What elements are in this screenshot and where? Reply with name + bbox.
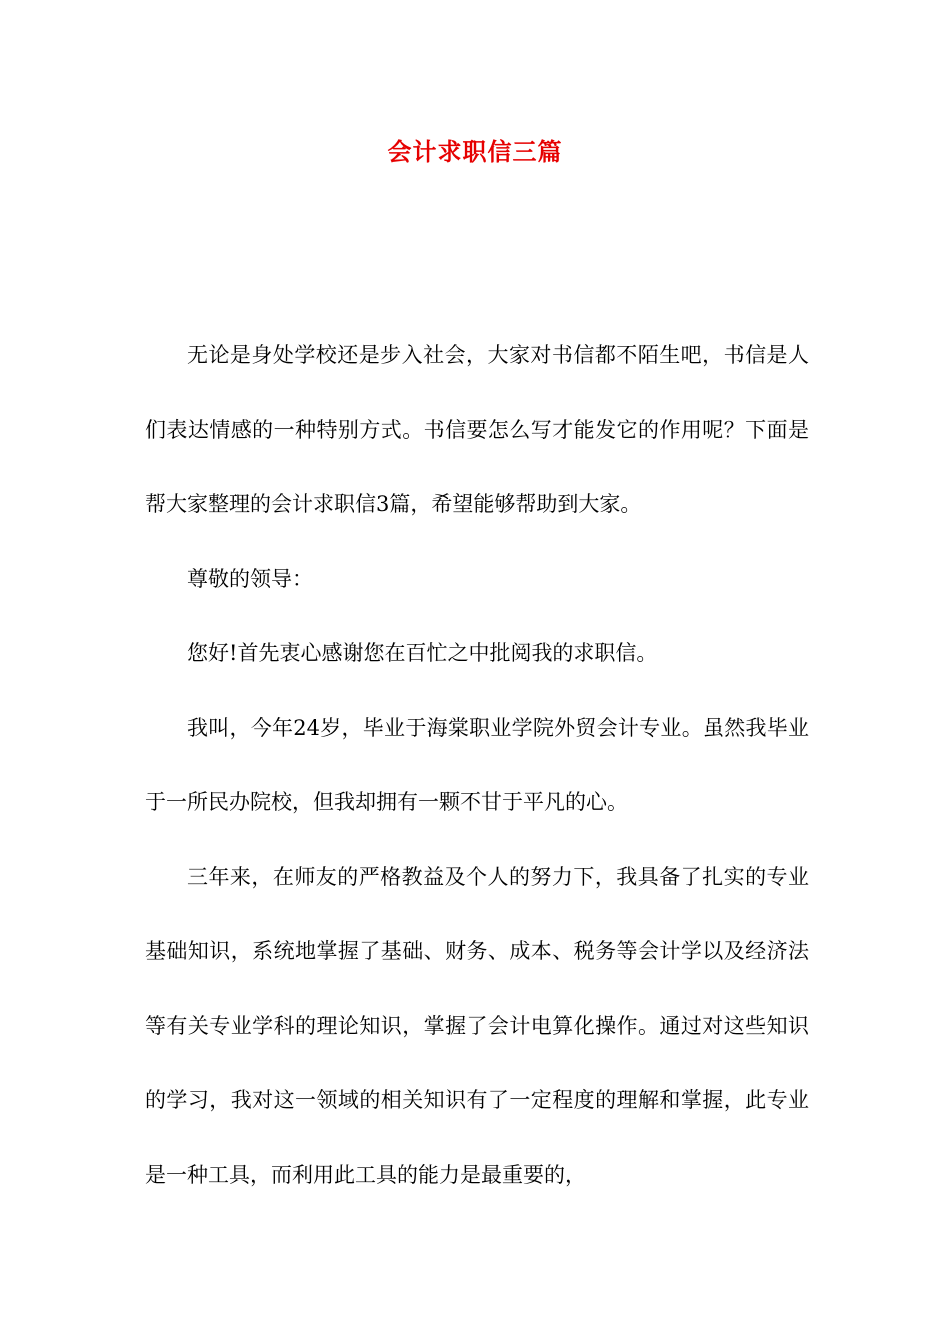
document-body: [145, 318, 809, 1212]
paragraph-intro: 无论是身处学校还是步入社会，大家对书信都不陌生吧，书信是人们表达情感的一种特别方式。书信要怎么写才能发它的作用呢？下面是帮大家整理的会计求职信3篇，希望能够帮助到大家。: [145, 343, 809, 516]
paragraph-greeting: 您好!首先衷心感谢您在百忙之中批阅我的求职信。: [187, 641, 658, 665]
paragraph-salutation: 尊敬的领导：: [187, 566, 313, 591]
paragraph-self-introduction: 我叫，今年24岁，毕业于海棠职业学院外贸会计专业。虽然我毕业于一所民办院校，但我却拥有一颗不甘于平凡的心。: [145, 715, 809, 814]
paragraph-education: 三年来，在师友的严格教益及个人的努力下，我具备了扎实的专业基础知识，系统地掌握了基础、财务、成本、税务等会计学以及经济法等有关专业学科的理论知识，掌握了会计电算化操作。通过对这些知识的学习，我对这一领域的相关知识有了一定程度的理解和掌握，此专业是一种工具，而利用此工具的能力是最重要的，: [145, 864, 809, 1187]
document-title: 会计求职信三篇: [387, 138, 563, 166]
